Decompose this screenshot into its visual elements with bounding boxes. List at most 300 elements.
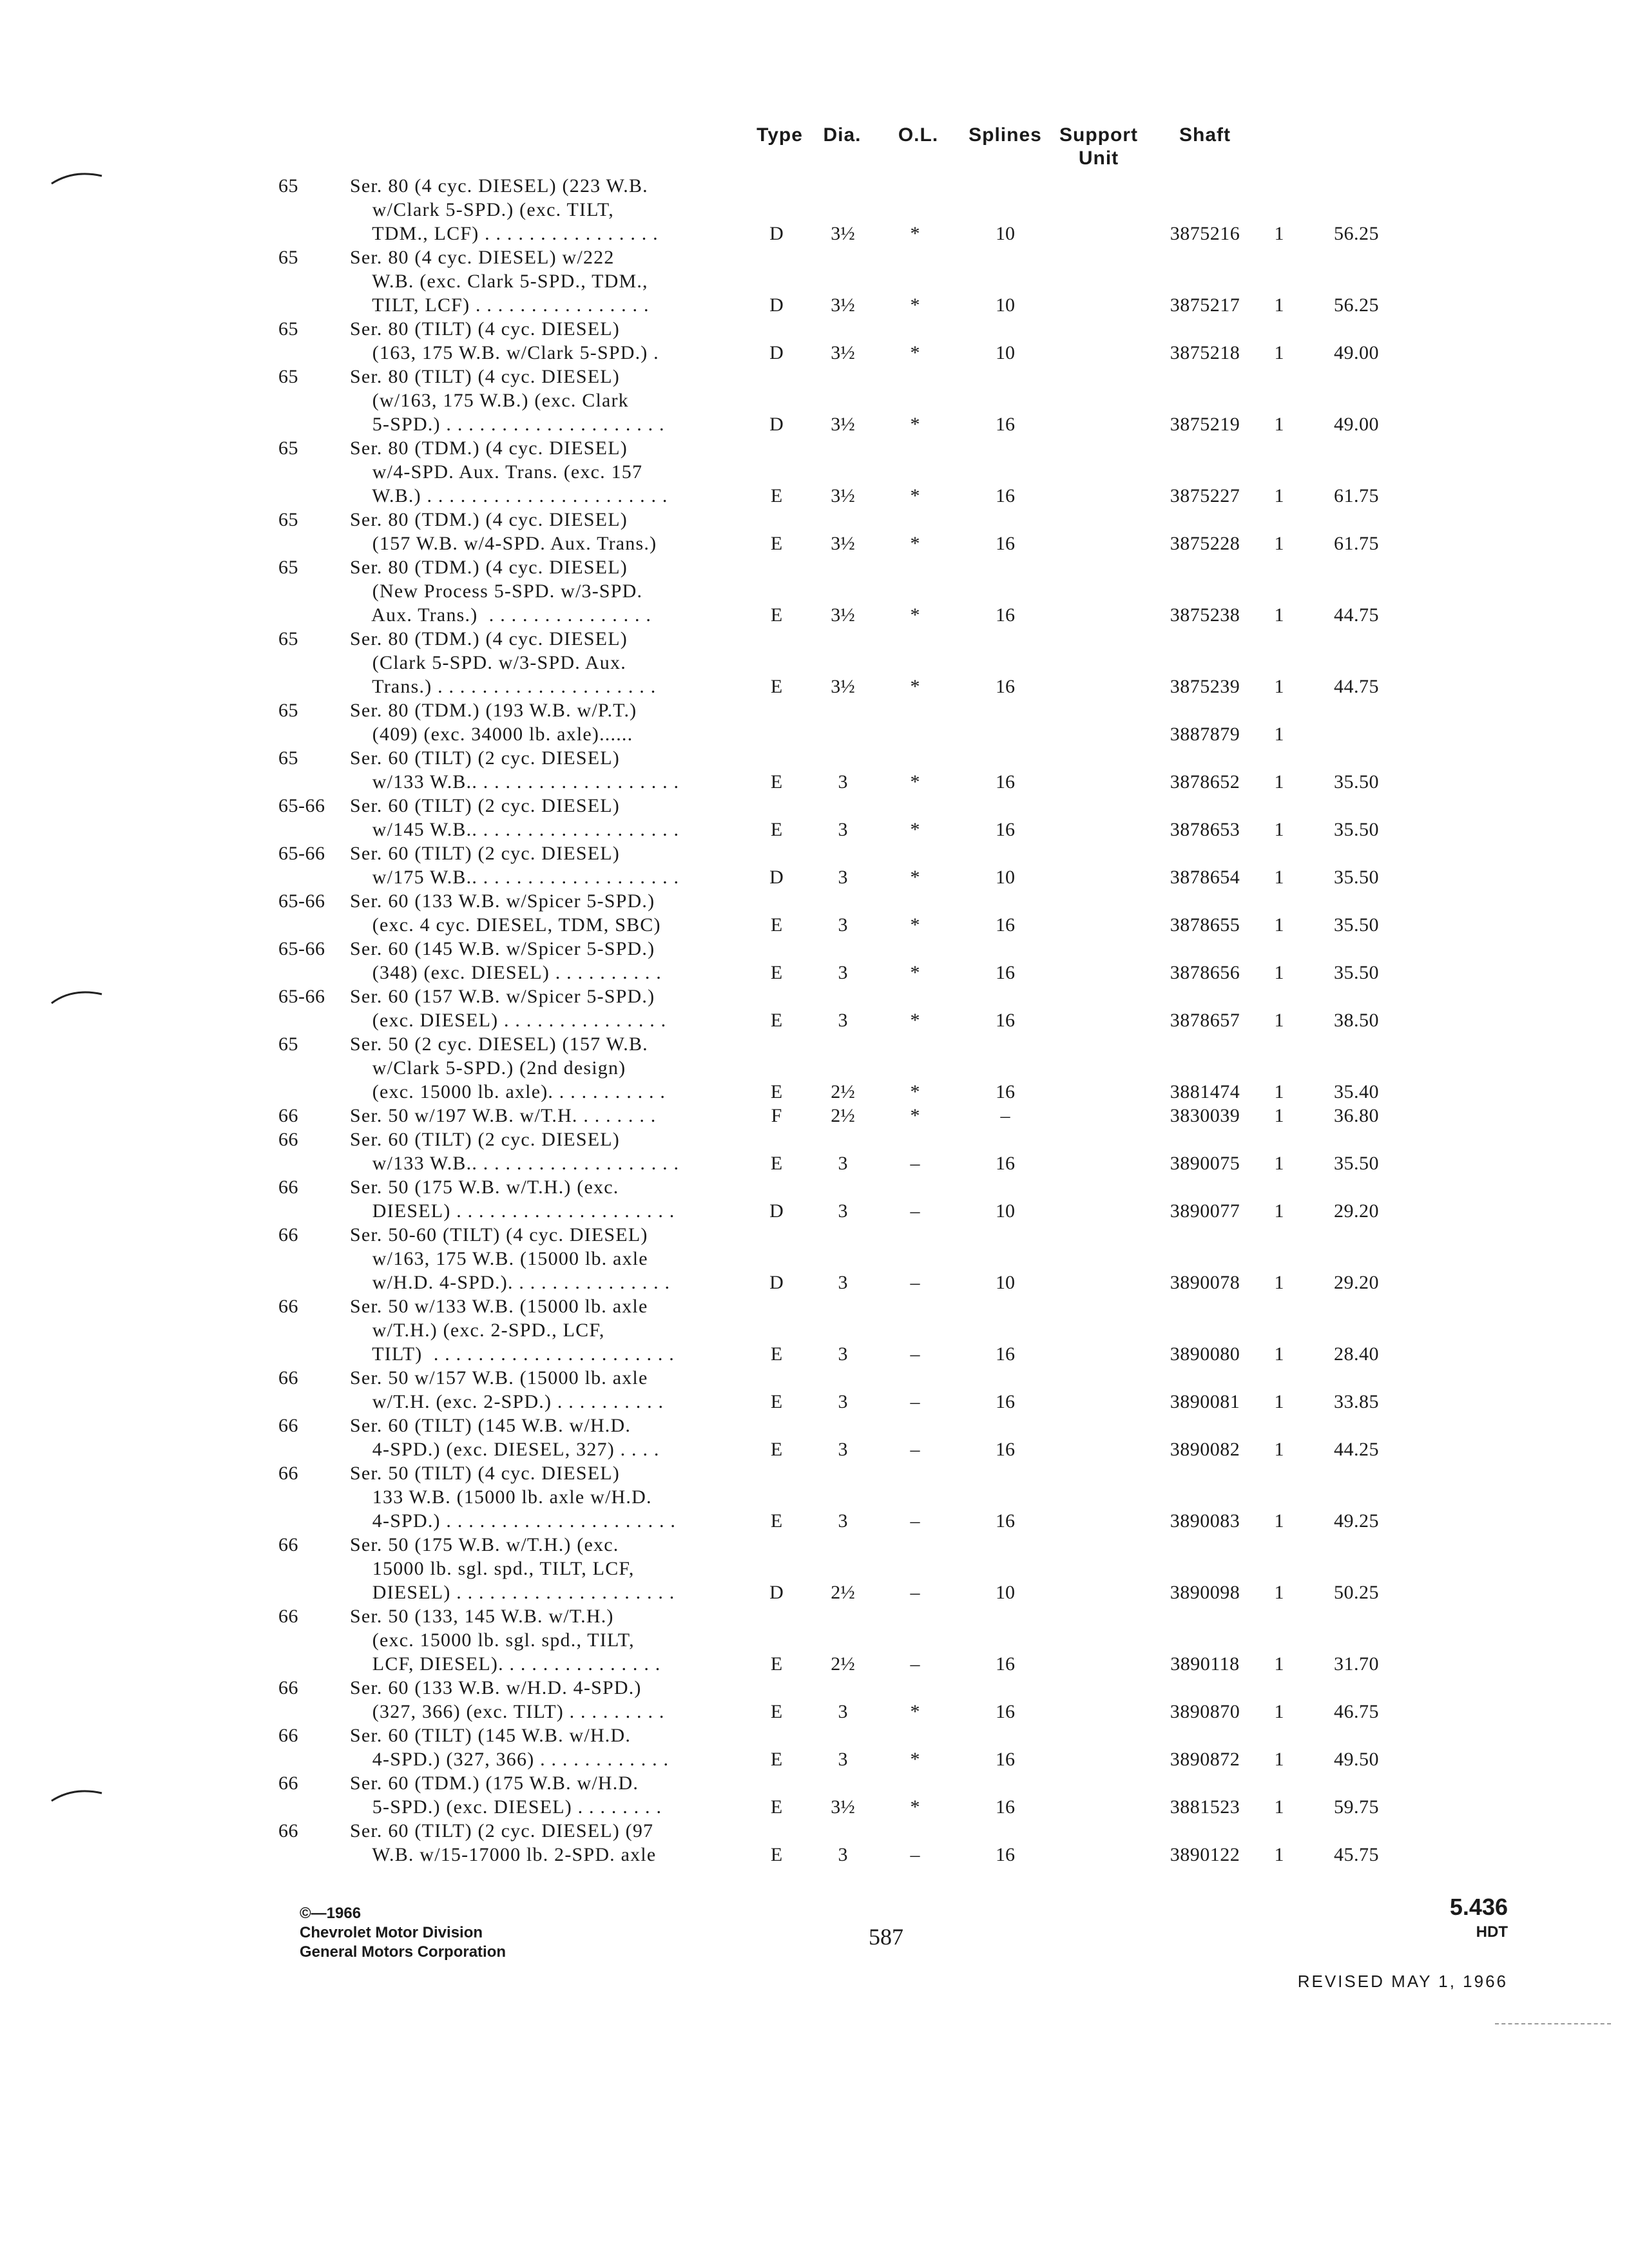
- row-description: Ser. 60 (157 W.B. w/Spicer 5-SPD.) (exc. DIESEL) . . . . . . . . . . . . . . .: [350, 986, 667, 1031]
- row-values: [0, 1843, 1629, 1867]
- revision-date: REVISED MAY 1, 1966: [1297, 1972, 1508, 1991]
- row-ol: –: [910, 1510, 920, 1532]
- row-ol: *: [910, 414, 920, 435]
- row-splines: 10: [996, 342, 1015, 363]
- row-quantity: 1: [1274, 867, 1284, 888]
- header-type: Type: [757, 124, 803, 146]
- section-code: HDT: [1476, 1923, 1508, 1941]
- row-splines: 10: [996, 1200, 1015, 1222]
- row-type: D: [769, 1582, 784, 1603]
- row-year: 65: [278, 318, 298, 340]
- row-price: 44.75: [1334, 676, 1379, 697]
- row-dia: 3: [838, 1153, 848, 1174]
- row-quantity: 1: [1274, 771, 1284, 793]
- row-dia: 3: [838, 962, 848, 983]
- row-values: [0, 1342, 1629, 1366]
- header-support-unit: Support Unit: [1059, 124, 1138, 169]
- table-row: [0, 1366, 1629, 1414]
- header-ol: O.L.: [898, 124, 939, 146]
- row-ol: *: [910, 1105, 920, 1126]
- row-dia: 3: [838, 914, 848, 936]
- row-price: 49.00: [1334, 414, 1379, 435]
- table-row: [0, 245, 1629, 317]
- table-row: [0, 365, 1629, 436]
- row-ol: –: [910, 1272, 920, 1293]
- row-values: [0, 222, 1629, 245]
- row-year: 65: [278, 175, 298, 197]
- row-year: 65: [278, 437, 298, 459]
- row-year: 66: [278, 1773, 298, 1794]
- row-values: [0, 1437, 1629, 1461]
- row-values: [0, 722, 1629, 746]
- row-splines: 10: [996, 867, 1015, 888]
- publisher-block: [300, 1904, 506, 1962]
- row-type: E: [770, 533, 783, 554]
- row-description: Ser. 50 (2 cyc. DIESEL) (157 W.B. w/Clark 5-SPD.) (2nd design) (exc. 15000 lb. axle). . . . . . . . . . .: [350, 1033, 666, 1102]
- row-values: [0, 293, 1629, 317]
- row-type: E: [770, 1701, 783, 1722]
- row-dia: 3: [838, 1343, 848, 1365]
- row-dia: 3: [838, 1272, 848, 1293]
- row-year: 65-66: [278, 938, 325, 959]
- row-dia: 3½: [831, 223, 855, 244]
- row-shaft-number: 3890082: [1170, 1439, 1240, 1460]
- section-number: 5.436: [1449, 1894, 1508, 1920]
- row-splines: 16: [996, 1653, 1015, 1675]
- row-price: 29.20: [1334, 1200, 1379, 1222]
- row-values: [0, 675, 1629, 698]
- table-row: [0, 1604, 1629, 1676]
- row-shaft-number: 3890077: [1170, 1200, 1240, 1222]
- row-splines: 10: [996, 1582, 1015, 1603]
- row-year: 66: [278, 1677, 298, 1698]
- row-quantity: 1: [1274, 604, 1284, 626]
- row-shaft-number: 3890872: [1170, 1749, 1240, 1770]
- row-description: Ser. 50 (TILT) (4 cyc. DIESEL) 133 W.B. (15000 lb. axle w/H.D. 4-SPD.) . . . . . . . . . . . . . . . . . . . . .: [350, 1463, 677, 1532]
- row-quantity: 1: [1274, 533, 1284, 554]
- row-values: [0, 1795, 1629, 1819]
- row-price: 49.50: [1334, 1749, 1379, 1770]
- table-row: [0, 436, 1629, 508]
- row-type: E: [770, 1439, 783, 1460]
- row-year: 66: [278, 1463, 298, 1484]
- row-splines: 16: [996, 1510, 1015, 1532]
- row-dia: 3: [838, 771, 848, 793]
- row-year: 66: [278, 1224, 298, 1245]
- row-price: 35.50: [1334, 1153, 1379, 1174]
- row-ol: *: [910, 771, 920, 793]
- row-shaft-number: 3890083: [1170, 1510, 1240, 1532]
- scan-edge-mark: [1495, 2023, 1611, 2026]
- row-quantity: 1: [1274, 1653, 1284, 1675]
- row-quantity: 1: [1274, 819, 1284, 840]
- row-type: E: [770, 1796, 783, 1818]
- row-quantity: 1: [1274, 1701, 1284, 1722]
- table-row: [0, 794, 1629, 841]
- row-dia: 3: [838, 1749, 848, 1770]
- row-quantity: 1: [1274, 1105, 1284, 1126]
- row-shaft-number: 3875228: [1170, 533, 1240, 554]
- table-row: [0, 1128, 1629, 1175]
- row-description: Ser. 60 (133 W.B. w/Spicer 5-SPD.) (exc. 4 cyc. DIESEL, TDM, SBC): [350, 890, 661, 936]
- row-price: 56.25: [1334, 223, 1379, 244]
- row-price: 33.85: [1334, 1391, 1379, 1412]
- row-shaft-number: 3890118: [1170, 1653, 1240, 1675]
- row-ol: –: [910, 1391, 920, 1412]
- row-price: 31.70: [1334, 1653, 1379, 1675]
- table-row: [0, 317, 1629, 365]
- row-ol: –: [910, 1200, 920, 1222]
- row-year: 66: [278, 1820, 298, 1841]
- page-number: 587: [869, 1924, 903, 1950]
- row-type: D: [769, 342, 784, 363]
- row-description: Ser. 60 (TILT) (2 cyc. DIESEL) (97 W.B. w/15-17000 lb. 2-SPD. axle: [350, 1820, 657, 1865]
- row-splines: 16: [996, 604, 1015, 626]
- row-year: 65: [278, 557, 298, 578]
- row-shaft-number: 3830039: [1170, 1105, 1240, 1126]
- row-description: Ser. 60 (TILT) (145 W.B. w/H.D. 4-SPD.) (exc. DIESEL, 327) . . . .: [350, 1415, 660, 1460]
- row-type: D: [769, 414, 784, 435]
- row-year: 65-66: [278, 843, 325, 864]
- row-ol: –: [910, 1844, 920, 1865]
- row-description: Ser. 50 w/197 W.B. w/T.H. . . . . . . .: [350, 1105, 657, 1126]
- row-type: E: [770, 676, 783, 697]
- row-dia: 3: [838, 1439, 848, 1460]
- table-row: [0, 1104, 1629, 1128]
- row-year: 66: [278, 1367, 298, 1389]
- header-shaft: Shaft: [1179, 124, 1231, 146]
- row-description: Ser. 80 (4 cyc. DIESEL) w/222 W.B. (exc. Clark 5-SPD., TDM., TILT, LCF) . . . . . . . . . . . . . . . .: [350, 247, 650, 316]
- row-year: 65: [278, 700, 298, 721]
- row-type: D: [769, 294, 784, 316]
- row-shaft-number: 3878652: [1170, 771, 1240, 793]
- table-row: [0, 1223, 1629, 1294]
- row-shaft-number: 3887879: [1170, 724, 1240, 745]
- row-description: Ser. 60 (TILT) (145 W.B. w/H.D. 4-SPD.) (327, 366) . . . . . . . . . . . .: [350, 1725, 670, 1770]
- row-description: Ser. 60 (TILT) (2 cyc. DIESEL) w/145 W.B.. . . . . . . . . . . . . . . . . . .: [350, 795, 680, 840]
- row-shaft-number: 3890098: [1170, 1582, 1240, 1603]
- table-row: [0, 627, 1629, 698]
- row-quantity: 1: [1274, 1081, 1284, 1102]
- row-dia: 3: [838, 1200, 848, 1222]
- row-description: Ser. 80 (TDM.) (4 cyc. DIESEL) w/4-SPD. Aux. Trans. (exc. 157 W.B.) . . . . . . . . . . . . . . . . . . . . . .: [350, 437, 668, 506]
- row-ol: *: [910, 1749, 920, 1770]
- row-year: 65: [278, 628, 298, 649]
- row-ol: *: [910, 294, 920, 316]
- row-values: [0, 484, 1629, 508]
- row-dia: 3½: [831, 533, 855, 554]
- table-row: [0, 1771, 1629, 1819]
- row-type: E: [770, 962, 783, 983]
- row-price: 35.50: [1334, 819, 1379, 840]
- row-splines: 16: [996, 1391, 1015, 1412]
- table-row: [0, 1175, 1629, 1223]
- division-name: Chevrolet Motor Division: [300, 1924, 483, 1941]
- row-year: 65: [278, 509, 298, 530]
- row-splines: 16: [996, 1081, 1015, 1102]
- table-row: [0, 889, 1629, 937]
- row-description: Ser. 80 (TDM.) (193 W.B. w/P.T.) (409) (exc. 34000 lb. axle)......: [350, 700, 637, 745]
- row-quantity: 1: [1274, 1343, 1284, 1365]
- row-shaft-number: 3875217: [1170, 294, 1240, 316]
- row-values: [0, 770, 1629, 794]
- row-values: [0, 1390, 1629, 1414]
- row-values: [0, 1104, 1629, 1128]
- header-splines: Splines: [969, 124, 1042, 146]
- row-shaft-number: 3875239: [1170, 676, 1240, 697]
- row-price: 44.75: [1334, 604, 1379, 626]
- row-dia: 2½: [831, 1105, 855, 1126]
- row-shaft-number: 3890075: [1170, 1153, 1240, 1174]
- row-ol: *: [910, 1796, 920, 1818]
- row-shaft-number: 3875218: [1170, 342, 1240, 363]
- row-ol: *: [910, 819, 920, 840]
- row-dia: 3½: [831, 342, 855, 363]
- row-year: 65-66: [278, 795, 325, 816]
- row-dia: 3½: [831, 1796, 855, 1818]
- table-row: [0, 937, 1629, 985]
- row-year: 66: [278, 1415, 298, 1436]
- row-quantity: 1: [1274, 1010, 1284, 1031]
- row-quantity: 1: [1274, 1796, 1284, 1818]
- row-type: D: [769, 223, 784, 244]
- row-shaft-number: 3878653: [1170, 819, 1240, 840]
- row-type: E: [770, 914, 783, 936]
- row-ol: *: [910, 342, 920, 363]
- row-ol: –: [910, 1439, 920, 1460]
- row-splines: 16: [996, 1439, 1015, 1460]
- row-dia: 3½: [831, 414, 855, 435]
- row-year: 66: [278, 1534, 298, 1555]
- row-splines: 16: [996, 1796, 1015, 1818]
- row-values: [0, 1080, 1629, 1104]
- row-quantity: 1: [1274, 1582, 1284, 1603]
- row-type: E: [770, 819, 783, 840]
- row-splines: 16: [996, 962, 1015, 983]
- row-description: Ser. 60 (TILT) (2 cyc. DIESEL) w/133 W.B.. . . . . . . . . . . . . . . . . . .: [350, 1129, 680, 1174]
- row-dia: 3½: [831, 294, 855, 316]
- row-shaft-number: 3890078: [1170, 1272, 1240, 1293]
- row-splines: 10: [996, 1272, 1015, 1293]
- row-ol: *: [910, 604, 920, 626]
- row-year: 66: [278, 1105, 298, 1126]
- row-splines: 16: [996, 819, 1015, 840]
- table-row: [0, 746, 1629, 794]
- row-values: [0, 1747, 1629, 1771]
- row-quantity: 1: [1274, 1272, 1284, 1293]
- row-dia: 2½: [831, 1653, 855, 1675]
- row-year: 66: [278, 1606, 298, 1627]
- row-year: 65: [278, 747, 298, 769]
- table-row: [0, 1819, 1629, 1867]
- row-shaft-number: 3878657: [1170, 1010, 1240, 1031]
- row-price: 29.20: [1334, 1272, 1379, 1293]
- row-price: 50.25: [1334, 1582, 1379, 1603]
- row-quantity: 1: [1274, 724, 1284, 745]
- table-row: [0, 1414, 1629, 1461]
- row-shaft-number: 3890080: [1170, 1343, 1240, 1365]
- row-ol: –: [910, 1343, 920, 1365]
- row-description: Ser. 80 (TDM.) (4 cyc. DIESEL) (Clark 5-SPD. w/3-SPD. Aux. Trans.) . . . . . . . . . . . . . . . . . . . .: [350, 628, 657, 697]
- row-ol: *: [910, 1010, 920, 1031]
- row-year: 65: [278, 1033, 298, 1055]
- row-price: 28.40: [1334, 1343, 1379, 1365]
- row-description: Ser. 60 (TILT) (2 cyc. DIESEL) w/175 W.B.. . . . . . . . . . . . . . . . . . .: [350, 843, 680, 888]
- table-row: [0, 1533, 1629, 1604]
- row-ol: *: [910, 914, 920, 936]
- row-ol: –: [910, 1653, 920, 1675]
- row-shaft-number: 3878655: [1170, 914, 1240, 936]
- row-price: 44.25: [1334, 1439, 1379, 1460]
- table-row: [0, 1461, 1629, 1533]
- row-type: D: [769, 867, 784, 888]
- row-ol: *: [910, 676, 920, 697]
- row-type: E: [770, 1749, 783, 1770]
- row-values: [0, 1700, 1629, 1724]
- row-description: Ser. 50 (133, 145 W.B. w/T.H.) (exc. 15000 lb. sgl. spd., TILT, LCF, DIESEL). . . . . . . . . . . . . . .: [350, 1606, 661, 1675]
- row-splines: 16: [996, 914, 1015, 936]
- row-ol: *: [910, 485, 920, 506]
- row-shaft-number: 3890081: [1170, 1391, 1240, 1412]
- row-shaft-number: 3875227: [1170, 485, 1240, 506]
- row-values: [0, 1271, 1629, 1294]
- row-splines: 16: [996, 1749, 1015, 1770]
- table-row: [0, 174, 1629, 245]
- row-quantity: 1: [1274, 223, 1284, 244]
- row-price: 56.25: [1334, 294, 1379, 316]
- row-values: [0, 341, 1629, 365]
- row-price: 35.50: [1334, 771, 1379, 793]
- row-values: [0, 865, 1629, 889]
- row-splines: 16: [996, 1010, 1015, 1031]
- row-price: 61.75: [1334, 485, 1379, 506]
- row-shaft-number: 3881474: [1170, 1081, 1240, 1102]
- row-ol: *: [910, 962, 920, 983]
- row-splines: 16: [996, 771, 1015, 793]
- row-dia: 2½: [831, 1582, 855, 1603]
- row-description: Ser. 50 w/133 W.B. (15000 lb. axle w/T.H.) (exc. 2-SPD., LCF, TILT) . . . . . . . . . . . . . . . . . . . . . .: [350, 1296, 675, 1365]
- row-year: 66: [278, 1129, 298, 1150]
- header-dia: Dia.: [823, 124, 862, 146]
- table-row: [0, 1032, 1629, 1104]
- row-ol: *: [910, 867, 920, 888]
- table-row: [0, 1294, 1629, 1366]
- row-dia: 3½: [831, 485, 855, 506]
- row-year: 65-66: [278, 890, 325, 912]
- row-year: 66: [278, 1177, 298, 1198]
- row-splines: 16: [996, 1701, 1015, 1722]
- row-year: 66: [278, 1296, 298, 1317]
- row-price: 61.75: [1334, 533, 1379, 554]
- row-splines: 16: [996, 1844, 1015, 1865]
- row-price: 35.50: [1334, 962, 1379, 983]
- row-ol: –: [910, 1153, 920, 1174]
- row-description: Ser. 60 (TDM.) (175 W.B. w/H.D. 5-SPD.) (exc. DIESEL) . . . . . . . .: [350, 1773, 662, 1818]
- row-type: E: [770, 771, 783, 793]
- table-row: [0, 985, 1629, 1032]
- row-year: 66: [278, 1725, 298, 1746]
- row-quantity: 1: [1274, 962, 1284, 983]
- row-splines: 16: [996, 533, 1015, 554]
- row-shaft-number: 3890870: [1170, 1701, 1240, 1722]
- row-shaft-number: 3881523: [1170, 1796, 1240, 1818]
- row-quantity: 1: [1274, 1391, 1284, 1412]
- row-values: [0, 961, 1629, 985]
- row-type: F: [771, 1105, 782, 1126]
- row-type: E: [770, 1510, 783, 1532]
- row-price: 35.50: [1334, 914, 1379, 936]
- row-description: Ser. 60 (145 W.B. w/Spicer 5-SPD.) (348) (exc. DIESEL) . . . . . . . . . .: [350, 938, 662, 983]
- row-price: 59.75: [1334, 1796, 1379, 1818]
- row-quantity: 1: [1274, 676, 1284, 697]
- row-ol: –: [910, 1582, 920, 1603]
- row-values: [0, 913, 1629, 937]
- row-shaft-number: 3875219: [1170, 414, 1240, 435]
- row-dia: 3: [838, 1510, 848, 1532]
- row-dia: 3: [838, 819, 848, 840]
- row-price: 35.50: [1334, 867, 1379, 888]
- row-quantity: 1: [1274, 1749, 1284, 1770]
- row-values: [0, 603, 1629, 627]
- row-quantity: 1: [1274, 1510, 1284, 1532]
- row-shaft-number: 3878656: [1170, 962, 1240, 983]
- table-row: [0, 555, 1629, 627]
- row-description: Ser. 50 (175 W.B. w/T.H.) (exc. 15000 lb. sgl. spd., TILT, LCF, DIESEL) . . . . . . . . . . . . . . . . . . . .: [350, 1534, 675, 1603]
- row-quantity: 1: [1274, 414, 1284, 435]
- row-quantity: 1: [1274, 485, 1284, 506]
- row-description: Ser. 50 (175 W.B. w/T.H.) (exc. DIESEL) . . . . . . . . . . . . . . . . . . . .: [350, 1177, 675, 1222]
- row-shaft-number: 3890122: [1170, 1844, 1240, 1865]
- table-row: [0, 698, 1629, 746]
- row-description: Ser. 80 (TILT) (4 cyc. DIESEL) (w/163, 175 W.B.) (exc. Clark 5-SPD.) . . . . . . . . . . . . . . . . . . . .: [350, 366, 665, 435]
- row-price: 36.80: [1334, 1105, 1379, 1126]
- row-description: Ser. 60 (TILT) (2 cyc. DIESEL) w/133 W.B.. . . . . . . . . . . . . . . . . . .: [350, 747, 680, 793]
- row-type: E: [770, 485, 783, 506]
- row-price: 35.40: [1334, 1081, 1379, 1102]
- row-dia: 3½: [831, 676, 855, 697]
- parts-table: [0, 174, 1629, 1867]
- row-quantity: 1: [1274, 294, 1284, 316]
- row-shaft-number: 3875216: [1170, 223, 1240, 244]
- row-ol: *: [910, 533, 920, 554]
- row-quantity: 1: [1274, 1844, 1284, 1865]
- row-year: 65: [278, 366, 298, 387]
- row-type: E: [770, 1010, 783, 1031]
- row-type: E: [770, 1391, 783, 1412]
- row-splines: 16: [996, 676, 1015, 697]
- row-quantity: 1: [1274, 914, 1284, 936]
- row-values: [0, 1199, 1629, 1223]
- row-price: 38.50: [1334, 1010, 1379, 1031]
- row-price: 45.75: [1334, 1844, 1379, 1865]
- row-dia: 3: [838, 867, 848, 888]
- table-row: [0, 1676, 1629, 1724]
- row-type: E: [770, 1653, 783, 1675]
- row-values: [0, 1509, 1629, 1533]
- row-quantity: 1: [1274, 342, 1284, 363]
- row-ol: *: [910, 1081, 920, 1102]
- row-type: D: [769, 1272, 784, 1293]
- row-type: E: [770, 1844, 783, 1865]
- row-year: 65-66: [278, 986, 325, 1007]
- row-ol: *: [910, 223, 920, 244]
- row-values: [0, 532, 1629, 555]
- row-dia: 3: [838, 1701, 848, 1722]
- row-dia: 3: [838, 1391, 848, 1412]
- row-type: E: [770, 1343, 783, 1365]
- row-year: 65: [278, 247, 298, 268]
- row-values: [0, 1008, 1629, 1032]
